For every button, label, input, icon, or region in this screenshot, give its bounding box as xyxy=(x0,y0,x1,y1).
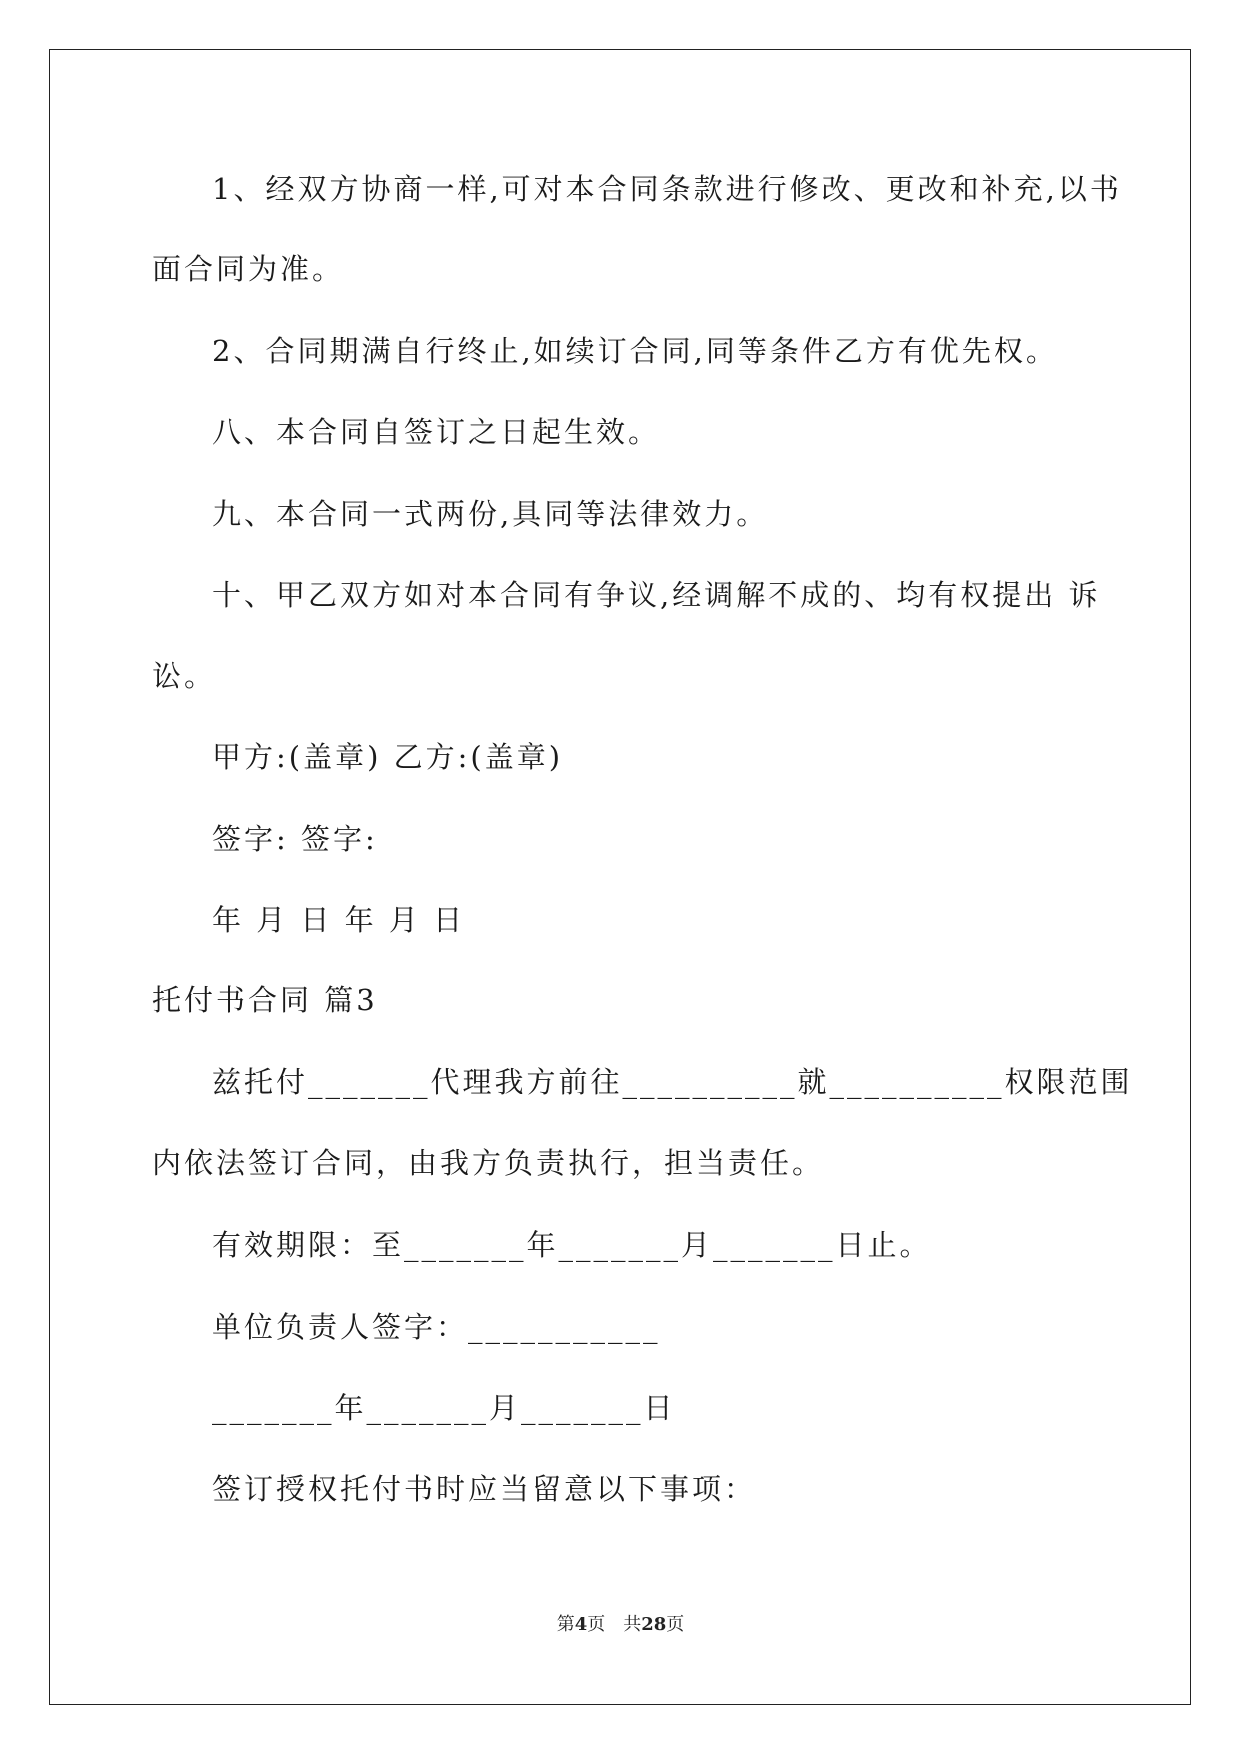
total-pages-number: 28 xyxy=(641,1614,667,1635)
responsible-person-signature-line: 单位负责人签字：___________ xyxy=(212,1310,661,1344)
page-border xyxy=(49,49,1191,1705)
paragraph-line: 面合同为准。 xyxy=(152,252,345,286)
paragraph-line: 八、本合同自签订之日起生效。 xyxy=(212,415,661,449)
footer-suffix: 页 xyxy=(666,1614,685,1635)
paragraph-line: 兹托付_______代理我方前往__________就__________权限范围 xyxy=(212,1065,1133,1099)
signature-line: 签字: 签字: xyxy=(212,822,378,856)
footer-mid: 页 共 xyxy=(587,1614,642,1635)
footer-prefix: 第 xyxy=(556,1614,575,1635)
page-footer xyxy=(0,1613,1241,1637)
paragraph-line: 讼。 xyxy=(152,659,217,693)
paragraph-line: 十、甲乙双方如对本合同有争议,经调解不成的、均有权提出 诉 xyxy=(212,578,1101,612)
signature-party-line: 甲方:(盖章) 乙方:(盖章) xyxy=(212,740,564,774)
date-line: _______年_______月_______日 xyxy=(212,1391,676,1425)
date-line: 年 月 日 年 月 日 xyxy=(212,903,466,937)
validity-period-line: 有效期限：至_______年_______月_______日止。 xyxy=(212,1228,932,1262)
paragraph-line: 内依法签订合同，由我方负责执行，担当责任。 xyxy=(152,1146,825,1180)
section-heading: 托付书合同 篇3 xyxy=(152,983,378,1017)
current-page-number: 4 xyxy=(574,1614,588,1635)
paragraph-line: 2、合同期满自行终止,如续订合同,同等条件乙方有优先权。 xyxy=(212,334,1058,368)
paragraph-line: 九、本合同一式两份,具同等法律效力。 xyxy=(212,497,769,531)
paragraph-line: 1、经双方协商一样,可对本合同条款进行修改、更改和补充,以书 xyxy=(212,172,1122,206)
paragraph-line: 签订授权托付书时应当留意以下事项： xyxy=(212,1472,757,1506)
